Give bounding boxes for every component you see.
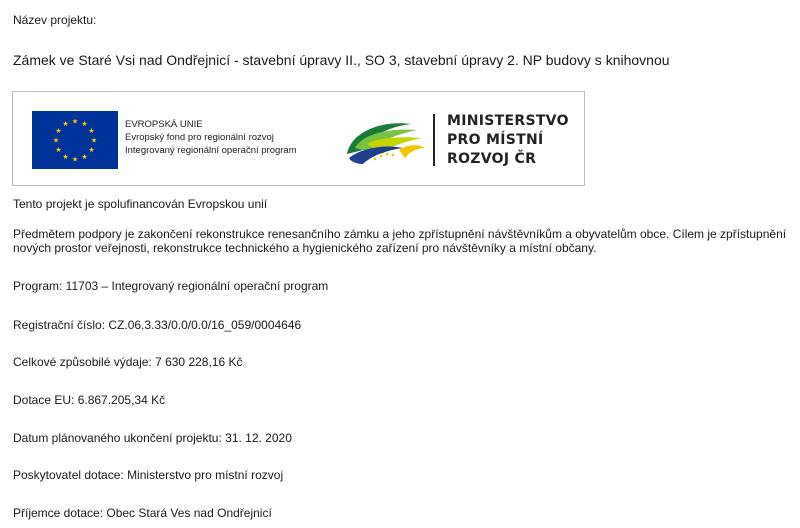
eu-star-icon: ★ xyxy=(52,137,60,145)
recipient-line: Příjemce dotace: Obec Stará Ves nad Ondřejnicí xyxy=(13,506,272,520)
eu-star-icon: ★ xyxy=(55,147,62,154)
ministry-line-3: ROZVOJ ČR xyxy=(447,151,537,167)
ministry-line-2: PRO MÍSTNÍ xyxy=(447,132,544,148)
cofinanced-note: Tento projekt je spolufinancován Evropskou unií xyxy=(13,197,268,211)
eu-logo-text xyxy=(125,118,297,157)
project-label: Název projektu: xyxy=(13,13,97,27)
project-description: Předmětem podpory je zakončení rekonstrukce renesančního zámku a jeho zpřístupnění návštěvníkům a obyvatelům obce. Cílem je zpřístupnění nových prostor veřejnosti, rekonstrukce technického a hygienického zařízení pro návštěvníky a místní občany. xyxy=(13,227,787,255)
eu-line-3: Integrovaný regionální operační program xyxy=(125,145,297,156)
eligible-costs-line: Celkové způsobilé výdaje: 7 630 228,16 Kč xyxy=(13,355,243,369)
program-line: Program: 11703 – Integrovaný regionální operační program xyxy=(13,279,329,293)
project-title: Zámek ve Staré Vsi nad Ondřejnicí - stavební úpravy II., SO 3, stavební úpravy 2. NP budovy s knihovnou xyxy=(13,52,670,68)
eu-flag-icon xyxy=(32,111,118,169)
end-date-line: Datum plánovaného ukončení projektu: 31. 12. 2020 xyxy=(13,431,292,445)
ministry-line-1: MINISTERSTVO xyxy=(447,113,569,129)
eu-star-icon: ★ xyxy=(90,137,98,145)
eu-star-icon: ★ xyxy=(55,128,62,135)
funding-logos-banner xyxy=(12,91,585,186)
eu-star-icon: ★ xyxy=(88,147,95,154)
logo-divider xyxy=(433,114,435,166)
registration-line: Registrační číslo: CZ.06.3.33/0.0/0.0/16_059/0004646 xyxy=(13,318,302,332)
ministry-logo-text xyxy=(447,112,569,169)
ministry-logo-icon xyxy=(341,114,427,166)
eu-star-icon: ★ xyxy=(71,118,79,126)
eu-star-icon: ★ xyxy=(88,128,95,135)
eu-star-icon: ★ xyxy=(81,121,88,128)
eu-star-icon: ★ xyxy=(81,154,88,161)
provider-line: Poskytovatel dotace: Ministerstvo pro místní rozvoj xyxy=(13,468,284,482)
eu-subsidy-line: Dotace EU: 6.867.205,34 Kč xyxy=(13,393,166,407)
eu-star-icon: ★ xyxy=(62,121,69,128)
eu-line-2: Evropský fond pro regionální rozvoj xyxy=(125,132,274,143)
eu-star-icon: ★ xyxy=(71,156,79,164)
eu-line-1: EVROPSKÁ UNIE xyxy=(125,119,203,130)
eu-star-icon: ★ xyxy=(62,154,69,161)
